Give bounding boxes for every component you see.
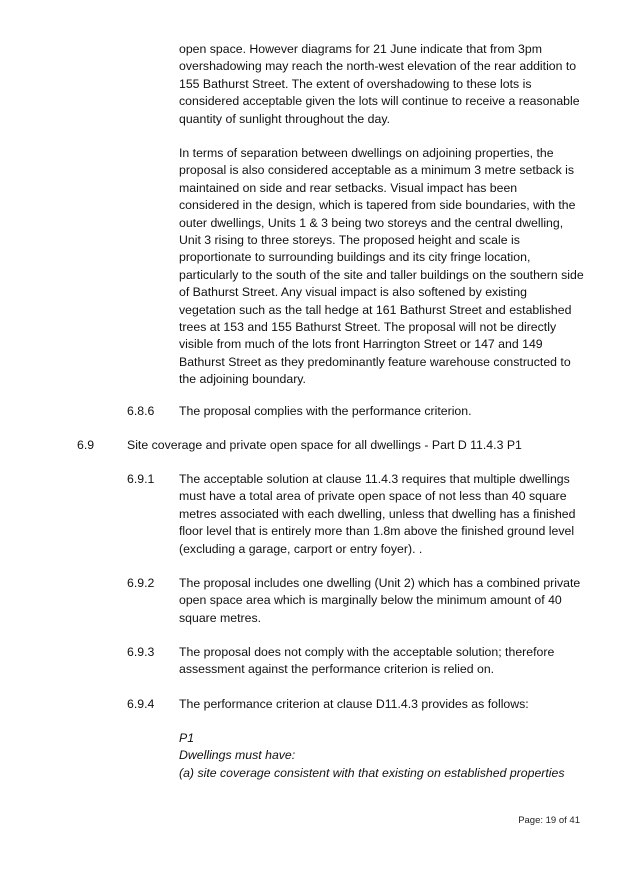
text-line: visible from much of the lots front Harrington Street or 147 and 149 <box>179 337 543 352</box>
text-line: maintained on side and rear setbacks. Visual impact has been <box>179 180 518 195</box>
text-line: of Bathurst Street. Any visual impact is also softened by existing <box>179 285 527 300</box>
text-line: The performance criterion at clause D11.4.3 provides as follows: <box>179 697 529 711</box>
text-line: considered in the design, which is tapered from side boundaries, with the <box>179 198 576 213</box>
text-line: Unit 3 rising to three storeys. The proposed height and scale is <box>179 233 520 248</box>
text-line: open space area which is marginally below the minimum amount of 40 <box>179 593 562 608</box>
paragraph-6-8-6 <box>179 403 472 420</box>
paragraph-6-9-3 <box>179 644 554 679</box>
text-line: metres associated with each dwelling, unless that dwelling has a finished <box>179 506 576 521</box>
text-line: trees at 153 and 155 Bathurst Street. The proposal will not be directly <box>179 320 557 335</box>
text-line: square metres. <box>179 610 262 625</box>
text-line: Site coverage and private open space for all dwellings - Part D 11.4.3 P1 <box>127 438 522 452</box>
text-line: (a) site coverage consistent with that existing on established properties <box>179 765 565 780</box>
paragraph-6-9-1 <box>179 471 575 558</box>
text-line: The acceptable solution at clause 11.4.3 requires that multiple dwellings <box>179 472 570 486</box>
section-number-6-9: 6.9 <box>77 438 95 452</box>
text-line: open space. However diagrams for 21 June indicate that from 3pm <box>179 42 542 56</box>
criterion-label: P1 <box>179 731 195 745</box>
performance-criterion-quote <box>179 730 565 782</box>
text-line: must have a total area of private open space of not less than 40 square <box>179 489 567 504</box>
text-line: overshadowing may reach the north-west elevation of the rear addition to <box>179 59 577 74</box>
text-line: The proposal includes one dwelling (Unit 2) which has a combined private <box>179 576 581 590</box>
section-number-6-9-4: 6.9.4 <box>127 697 155 711</box>
text-line: assessment against the performance criterion is relied on. <box>179 662 495 677</box>
paragraph-6-9-2 <box>179 575 580 627</box>
section-number-6-9-1: 6.9.1 <box>127 472 155 486</box>
text-line: In terms of separation between dwellings on adjoining properties, the <box>179 146 554 160</box>
text-line: floor level that is entirely more than 1.8m above the finished ground level <box>179 524 575 539</box>
text-line: vegetation such as the tall hedge at 161 Bathurst Street and established <box>179 302 572 317</box>
paragraph-overshadowing <box>179 41 580 128</box>
text-line: particularly to the south of the site and taller buildings on the southern side <box>179 267 584 282</box>
section-number-6-9-3: 6.9.3 <box>127 645 155 659</box>
text-line: proposal is also considered acceptable as a minimum 3 metre setback is <box>179 163 575 178</box>
section-heading-6-9 <box>127 437 522 454</box>
text-line: outer dwellings, Units 1 & 3 being two storeys and the central dwelling, <box>179 215 564 230</box>
text-line: quantity of sunlight throughout the day. <box>179 111 391 126</box>
section-number-6-9-2: 6.9.2 <box>127 576 155 590</box>
page-number-footer: Page: 19 of 41 <box>518 815 580 826</box>
section-number-6-8-6: 6.8.6 <box>127 404 155 418</box>
text-line: The proposal complies with the performance criterion. <box>179 404 472 418</box>
paragraph-separation <box>179 145 584 389</box>
text-line: (excluding a garage, carport or entry foyer). . <box>179 541 423 556</box>
text-line: proportionate to surrounding buildings and its city fringe location, <box>179 250 531 265</box>
text-line: The proposal does not comply with the acceptable solution; therefore <box>179 645 555 659</box>
text-line: Bathurst Street as they predominantly feature warehouse constructed to <box>179 354 571 369</box>
text-line: Dwellings must have: <box>179 748 296 763</box>
text-line: 155 Bathurst Street. The extent of overshadowing to these lots is <box>179 76 532 91</box>
text-line: the adjoining boundary. <box>179 372 306 387</box>
text-line: considered acceptable given the lots will continue to receive a reasonable <box>179 94 580 109</box>
paragraph-6-9-4 <box>179 696 529 713</box>
